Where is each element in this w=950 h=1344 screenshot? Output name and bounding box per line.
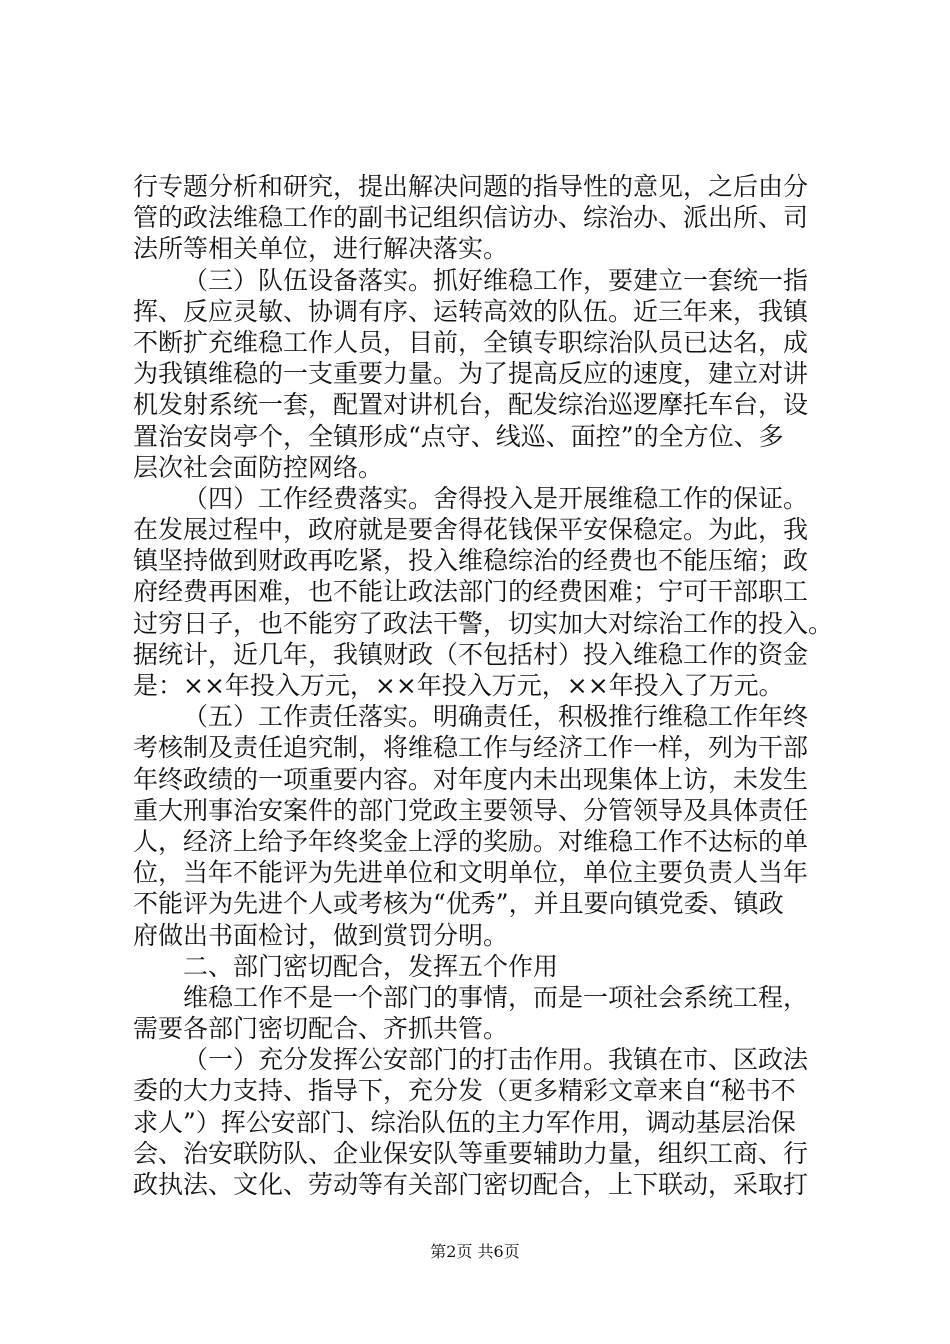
text-line: 法所等相关单位，进行解决落实。 <box>133 234 509 264</box>
text-line: （一）充分发挥公安部门的打击作用。我镇在市、区政法 <box>183 1045 809 1075</box>
text-line: 府经费再困难，也不能让政法部门的经费困难；宁可干部职工 <box>133 577 809 607</box>
text-line: 在发展过程中，政府就是要舍得花钱保平安保稳定。为此，我 <box>133 515 809 545</box>
text-line: （四）工作经费落实。舍得投入是开展维稳工作的保证。 <box>183 483 809 513</box>
text-line: 为我镇维稳的一支重要力量。为了提高反应的速度，建立对讲 <box>133 359 809 389</box>
text-line: （五）工作责任落实。明确责任，积极推行维稳工作年终 <box>183 702 809 732</box>
text-line: 维稳工作不是一个部门的事情，而是一项社会系统工程， <box>183 982 809 1012</box>
text-line: 机发射系统一套，配置对讲机台，配发综治巡逻摩托车台，设 <box>133 390 809 420</box>
text-line: 不能评为先进个人或考核为“优秀”，并且要向镇党委、镇政 <box>133 889 784 919</box>
text-line: 人，经济上给予年终奖金上浮的奖励。对维稳工作不达标的单 <box>133 826 809 856</box>
text-line: 需要各部门密切配合、齐抓共管。 <box>133 1014 509 1044</box>
text-line: （三）队伍设备落实。抓好维稳工作，要建立一套统一指 <box>183 265 809 295</box>
text-line: 府做出书面检讨，做到赏罚分明。 <box>133 920 509 950</box>
text-line: 不断扩充维稳工作人员，目前，全镇专职综治队员已达名，成 <box>133 327 809 357</box>
text-line: 是：××年投入万元，××年投入万元，××年投入了万元。 <box>133 671 784 700</box>
document-body <box>133 171 833 1200</box>
text-line: 置治安岗亭个，全镇形成“点守、线巡、面控”的全方位、多 <box>133 421 784 451</box>
text-line: 位，当年不能评为先进单位和文明单位，单位主要负责人当年 <box>133 858 809 888</box>
text-line: 委的大力支持、指导下，充分发（更多精彩文章来自“秘书不 <box>133 1076 796 1106</box>
text-line: 过穷日子，也不能穷了政法干警，切实加大对综治工作的投入。 <box>133 608 833 638</box>
text-line: 年终政绩的一项重要内容。对年度内未出现集体上访，未发生 <box>133 764 809 794</box>
text-line: 政执法、文化、劳动等有关部门密切配合，上下联动，采取打 <box>133 1170 809 1199</box>
text-line: 行专题分析和研究，提出解决问题的指导性的意见，之后由分 <box>133 172 809 201</box>
text-line: 考核制及责任追究制，将维稳工作与经济工作一样，列为干部 <box>133 733 809 763</box>
page-number-footer: 第2页 共6页 <box>430 1242 520 1261</box>
text-line: 求人”）挥公安部门、综治队伍的主力军作用，调动基层治保 <box>133 1107 796 1137</box>
text-line: 会、治安联防队、企业保安队等重要辅助力量，组织工商、行 <box>133 1138 809 1168</box>
text-line: 重大刑事治安案件的部门党政主要领导、分管领导及具体责任 <box>133 795 809 825</box>
text-line: 挥、反应灵敏、协调有序、运转高效的队伍。近三年来，我镇 <box>133 296 809 326</box>
text-line: 据统计，近几年，我镇财政（不包括村）投入维稳工作的资金 <box>133 639 809 669</box>
text-line: 镇坚持做到财政再吃紧，投入维稳综治的经费也不能压缩；政 <box>133 546 809 576</box>
text-line: 管的政法维稳工作的副书记组织信访办、综治办、派出所、司 <box>133 203 809 233</box>
section-heading: 二、部门密切配合，发挥五个作用 <box>183 951 559 981</box>
text-line: 层次社会面防控网络。 <box>133 452 384 482</box>
